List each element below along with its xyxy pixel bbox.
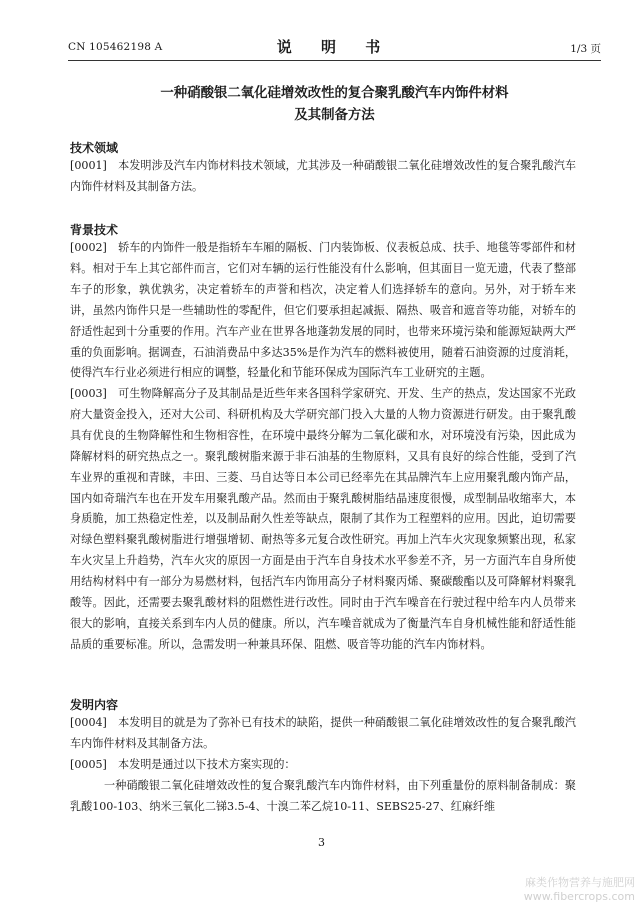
- paragraph-0004: [70, 713, 576, 755]
- paragraph-text: 本发明是通过以下技术方案实现的：: [118, 758, 296, 771]
- paragraph-number: [0001]: [70, 159, 107, 172]
- paragraph-0003: [70, 384, 576, 656]
- watermark-url: www.fibercrops.com: [523, 890, 635, 903]
- heading-background: 背景技术: [70, 223, 119, 237]
- paragraph-0002: [70, 238, 576, 384]
- site-watermark: [524, 876, 635, 904]
- patent-number: CN 105462198 A: [68, 41, 163, 53]
- page-header: [68, 36, 601, 58]
- paragraph-text: 可生物降解高分子及其制品是近些年来各国科学家研究、开发、生产的热点，发达国家不光政府大量资金投入，还对大公司、科研机构及大学研究部门投入大量的人物力资源进行研发。由于聚乳酸具有优良的生物降解性和生物相容性，在环境中最终分解为二氧化碳和水，对环境没有污染，因此成为降解材料的研究热点之一。聚乳酸树脂来源于非石油基的生物原料，又具有良好的综合性能，受到了汽车业界的重视和青睐，丰田、三菱、马自达等日本公司已经率先在其品牌汽车上应用聚乳酸内饰产品，国内如奇瑞汽车也在开发车用聚乳酸产品。然而由于聚乳酸树脂结晶速度很慢，成型制品收缩率大，本身质脆，加工热稳定性差，以及制品耐久性差等缺点，限制了其作为工程塑料的应用。因此，迫切需要对绿色塑料聚乳酸树脂进行增强增韧、耐热等多元复合改性研究。再加上汽车火灾现象频繁出现，私家车火灾呈上升趋势，汽车火灾的原因一方面是由于汽车自身技术水平参差不齐，另一方面汽车自身所使用结构材料中有一部分为易燃材料，包括汽车内饰用高分子材料聚丙烯、聚碳酸酯以及可降解材料聚乳酸等。因此，还需要去聚乳酸材料的阻燃性进行改性。同时由于汽车噪音在行驶过程中给车内人员带来很大的影响，直接关系到车内人员的健康。所以，汽车噪音就成为了衡量汽车自身机械性能和舒适性能品质的重要标准。所以，急需发明一种兼具环保、阻燃、吸音等功能的汽车内饰材料。: [70, 387, 576, 651]
- paragraph-continued: [70, 776, 576, 818]
- paragraph-text: 本发明目的就是为了弥补已有技术的缺陷，提供一种硝酸银二氧化硅增效改性的复合聚乳酸汽车内饰件材料及其制备方法。: [70, 716, 576, 750]
- paragraph-number: [0004]: [70, 716, 107, 729]
- page-indicator: 1/3 页: [570, 43, 601, 55]
- heading-invention: 发明内容: [70, 698, 119, 712]
- document-title: [68, 82, 601, 126]
- header-rule: [68, 60, 601, 61]
- paragraph-text: 轿车的内饰件一般是指轿车车厢的隔板、门内装饰板、仪表板总成、扶手、地毯等零部件和材料。相对于车上其它部件而言，它们对车辆的运行性能没有什么影响，但其面目一览无遗，代表了整部车子的形象，孰优孰劣，决定着轿车的声誉和档次，决定着人们选择轿车的意向。另外，对于轿车来讲，虽然内饰件只是一些辅助性的零配件，但它们要承担起减振、隔热、吸音和遮音等功能，对轿车的舒适性起到十分重要的作用。汽车产业在世界各地蓬勃发展的同时，也带来环境污染和能源短缺两大严重的负面影响。据调查，石油消费品中多达35%是作为汽车的燃料被使用，随着石油资源的过度消耗，使得汽车行业必须进行相应的调整，轻量化和节能环保成为国际汽车工业研究的主题。: [70, 241, 576, 380]
- paragraph-text: 本发明涉及汽车内饰材料技术领域，尤其涉及一种硝酸银二氧化硅增效改性的复合聚乳酸汽车内饰件材料及其制备方法。: [70, 159, 576, 193]
- title-line-2: 及其制备方法: [294, 107, 375, 123]
- title-line-1: 一种硝酸银二氧化硅增效改性的复合聚乳酸汽车内饰件材料: [160, 85, 509, 101]
- paragraph-number: [0002]: [70, 241, 107, 254]
- paragraph-number: [0005]: [70, 758, 107, 771]
- document-type: 说 明 书: [276, 38, 393, 56]
- paragraph-text: 一种硝酸银二氧化硅增效改性的复合聚乳酸汽车内饰件材料，由下列重量份的原料制备制成：聚乳酸100-103、纳米三氧化二锑3.5-4、十溴二苯乙烷10-11、SEBS25-27、红麻纤维: [70, 779, 576, 813]
- heading-tech-field: 技术领域: [70, 141, 119, 155]
- page-number: 3: [318, 836, 325, 849]
- paragraph-0001: [70, 156, 576, 198]
- paragraph-0005: [70, 755, 576, 776]
- paragraph-number: [0003]: [70, 387, 107, 400]
- watermark-site-name: 麻类作物营养与施肥网: [525, 876, 635, 889]
